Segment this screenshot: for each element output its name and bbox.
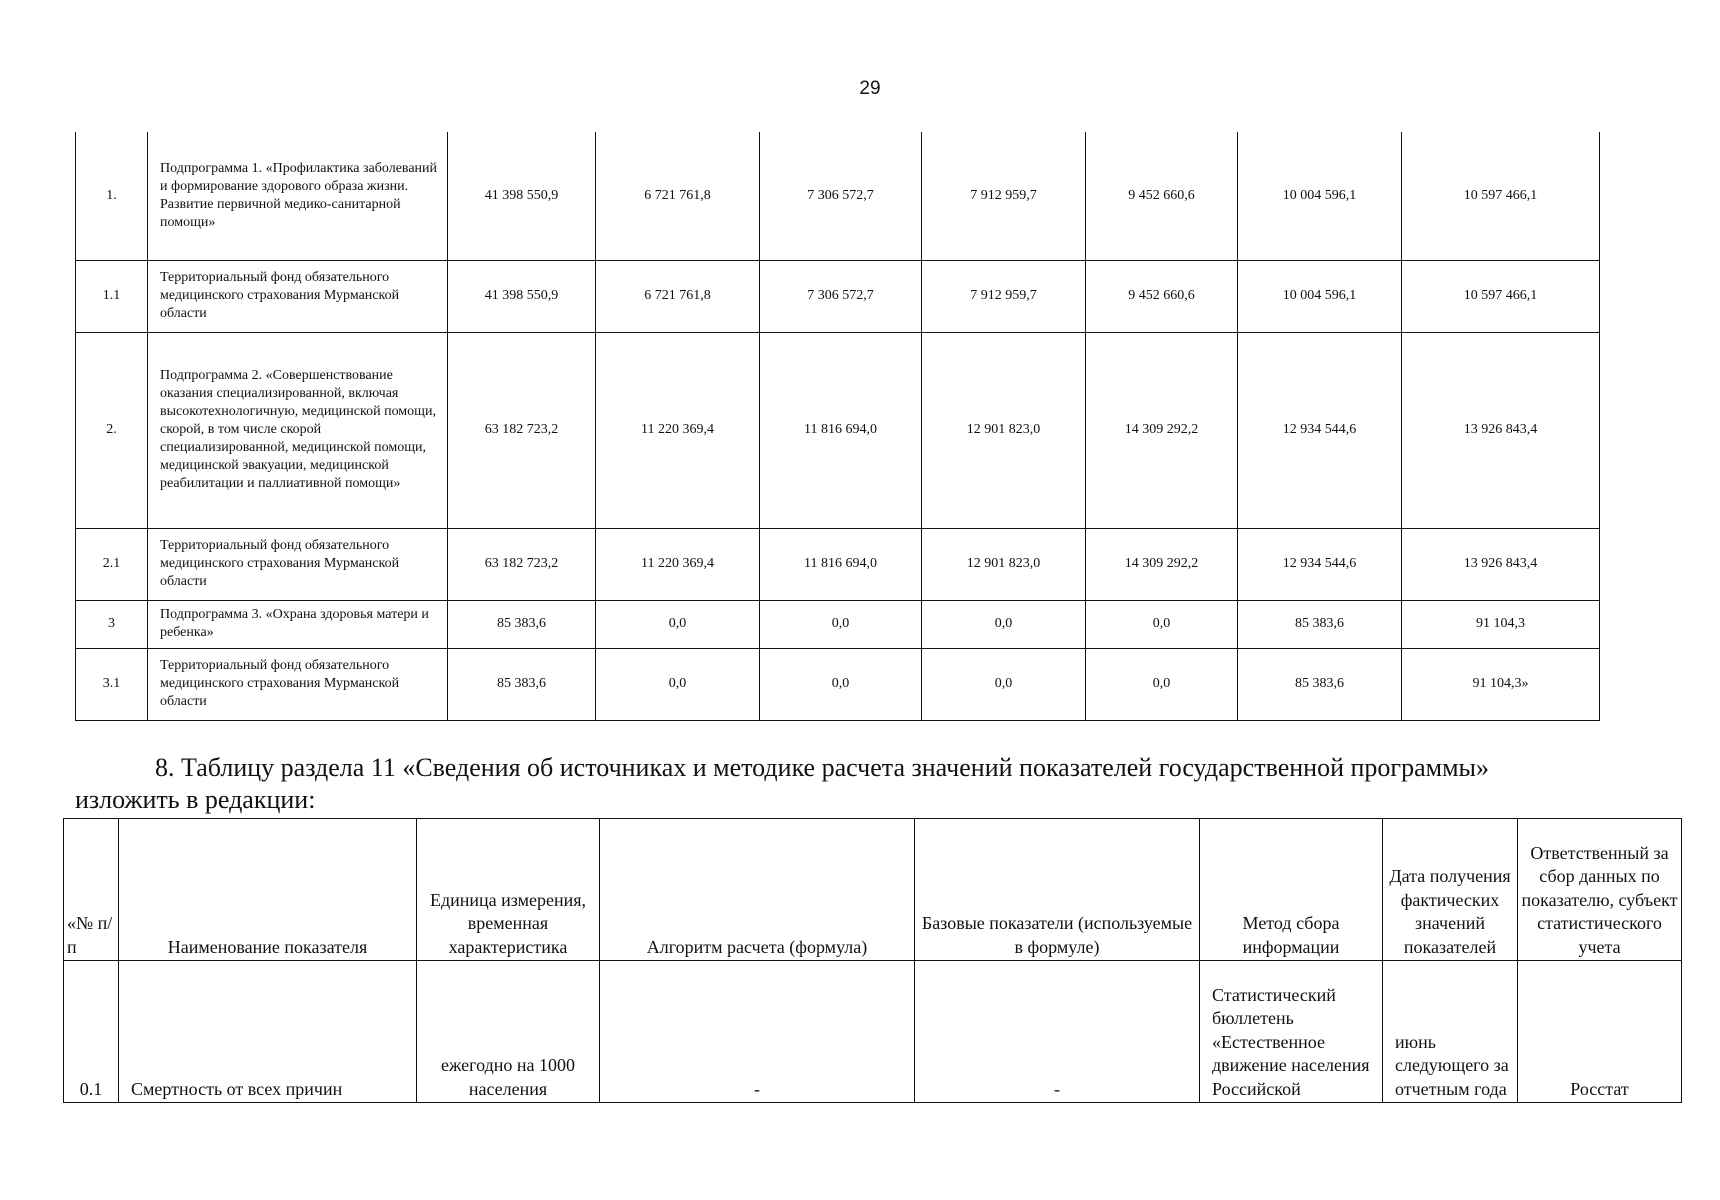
cell-date: июнь следующего за отчетным года <box>1383 961 1518 1103</box>
financing-row <box>76 528 1600 600</box>
cell-unit: ежегодно на 1000 населения <box>417 961 600 1103</box>
amount-cell: 12 934 544,6 <box>1238 332 1402 528</box>
amount-cell: 6 721 761,8 <box>596 260 760 332</box>
amount-cell: 41 398 550,9 <box>448 132 596 260</box>
amount-cell: 12 934 544,6 <box>1238 528 1402 600</box>
header-algorithm: Алгоритм расчета (формула) <box>600 819 915 961</box>
amount-cell: 91 104,3 <box>1402 600 1600 648</box>
amount-cell: 0,0 <box>760 648 922 720</box>
row-name: Территориальный фонд обязательного медицинского страхования Мурманской области <box>148 528 448 600</box>
header-date: Дата получения фактических значений показателей <box>1383 819 1518 961</box>
row-number: 2.1 <box>76 528 148 600</box>
amount-cell: 0,0 <box>1086 648 1238 720</box>
amount-cell: 0,0 <box>922 600 1086 648</box>
amount-cell: 63 182 723,2 <box>448 528 596 600</box>
cell-base: - <box>915 961 1200 1103</box>
row-number: 3 <box>76 600 148 648</box>
row-number: 1.1 <box>76 260 148 332</box>
row-name: Подпрограмма 1. «Профилактика заболеваний и формирование здорового образа жизни. Развитие первичной медико-санитарной помощи» <box>148 132 448 260</box>
amount-cell: 6 721 761,8 <box>596 132 760 260</box>
indicator-header-row <box>64 819 1682 961</box>
amount-cell: 91 104,3» <box>1402 648 1600 720</box>
amount-cell: 11 220 369,4 <box>596 528 760 600</box>
amount-cell: 10 004 596,1 <box>1238 132 1402 260</box>
amount-cell: 0,0 <box>1086 600 1238 648</box>
row-number: 3.1 <box>76 648 148 720</box>
financing-row <box>76 600 1600 648</box>
amount-cell: 13 926 843,4 <box>1402 528 1600 600</box>
header-num: «№ п/п <box>64 819 119 961</box>
financing-row <box>76 648 1600 720</box>
financing-row <box>76 332 1600 528</box>
header-name: Наименование показателя <box>119 819 417 961</box>
amount-cell: 7 912 959,7 <box>922 260 1086 332</box>
amount-cell: 12 901 823,0 <box>922 528 1086 600</box>
amount-cell: 0,0 <box>596 648 760 720</box>
header-unit: Единица измерения, временная характеристика <box>417 819 600 961</box>
financing-row <box>76 260 1600 332</box>
cell-name: Смертность от всех причин <box>119 961 417 1103</box>
page-number: 29 <box>859 78 881 99</box>
amount-cell: 13 926 843,4 <box>1402 332 1600 528</box>
cell-algorithm: - <box>600 961 915 1103</box>
amount-cell: 11 220 369,4 <box>596 332 760 528</box>
header-responsible: Ответственный за сбор данных по показателю, субъект статистического учета <box>1518 819 1682 961</box>
indicator-row <box>64 961 1682 1103</box>
cell-responsible: Росстат <box>1518 961 1682 1103</box>
amount-cell: 11 816 694,0 <box>760 332 922 528</box>
amount-cell: 14 309 292,2 <box>1086 528 1238 600</box>
financing-row <box>76 132 1600 260</box>
amount-cell: 9 452 660,6 <box>1086 132 1238 260</box>
amount-cell: 0,0 <box>922 648 1086 720</box>
row-name: Территориальный фонд обязательного медицинского страхования Мурманской области <box>148 260 448 332</box>
amount-cell: 85 383,6 <box>448 648 596 720</box>
amount-cell: 7 306 572,7 <box>760 132 922 260</box>
amount-cell: 10 597 466,1 <box>1402 260 1600 332</box>
amount-cell: 85 383,6 <box>1238 648 1402 720</box>
heading-line-1: 8. Таблицу раздела 11 «Сведения об источниках и методике расчета значений показателей государственной программы» <box>155 753 1489 782</box>
amount-cell: 0,0 <box>596 600 760 648</box>
cell-method: Статистический бюллетень «Естественное движение населения Российской <box>1200 961 1383 1103</box>
header-method: Метод сбора информации <box>1200 819 1383 961</box>
amount-cell: 85 383,6 <box>448 600 596 648</box>
amount-cell: 12 901 823,0 <box>922 332 1086 528</box>
amount-cell: 11 816 694,0 <box>760 528 922 600</box>
amount-cell: 10 004 596,1 <box>1238 260 1402 332</box>
amount-cell: 0,0 <box>760 600 922 648</box>
row-name: Подпрограмма 3. «Охрана здоровья матери и ребенка» <box>148 600 448 648</box>
indicator-sources-table <box>63 818 1682 1103</box>
amount-cell: 7 306 572,7 <box>760 260 922 332</box>
amount-cell: 10 597 466,1 <box>1402 132 1600 260</box>
row-name: Подпрограмма 2. «Совершенствование оказания специализированной, включая высокотехнологичную, медицинской помощи, скорой, в том числе скорой специализированной, медицинской помощи, медицинской эвакуации, медицинской реабилитации и паллиативной помощи» <box>148 332 448 528</box>
amount-cell: 85 383,6 <box>1238 600 1402 648</box>
header-base: Базовые показатели (используемые в формуле) <box>915 819 1200 961</box>
amount-cell: 41 398 550,9 <box>448 260 596 332</box>
heading-line-2: изложить в редакции: <box>75 785 316 814</box>
row-number: 2. <box>76 332 148 528</box>
financing-table <box>75 132 1600 721</box>
amount-cell: 9 452 660,6 <box>1086 260 1238 332</box>
amount-cell: 7 912 959,7 <box>922 132 1086 260</box>
amount-cell: 63 182 723,2 <box>448 332 596 528</box>
amount-cell: 14 309 292,2 <box>1086 332 1238 528</box>
row-name: Территориальный фонд обязательного медицинского страхования Мурманской области <box>148 648 448 720</box>
section-heading <box>75 752 1615 816</box>
row-number: 1. <box>76 132 148 260</box>
cell-num: 0.1 <box>64 961 119 1103</box>
